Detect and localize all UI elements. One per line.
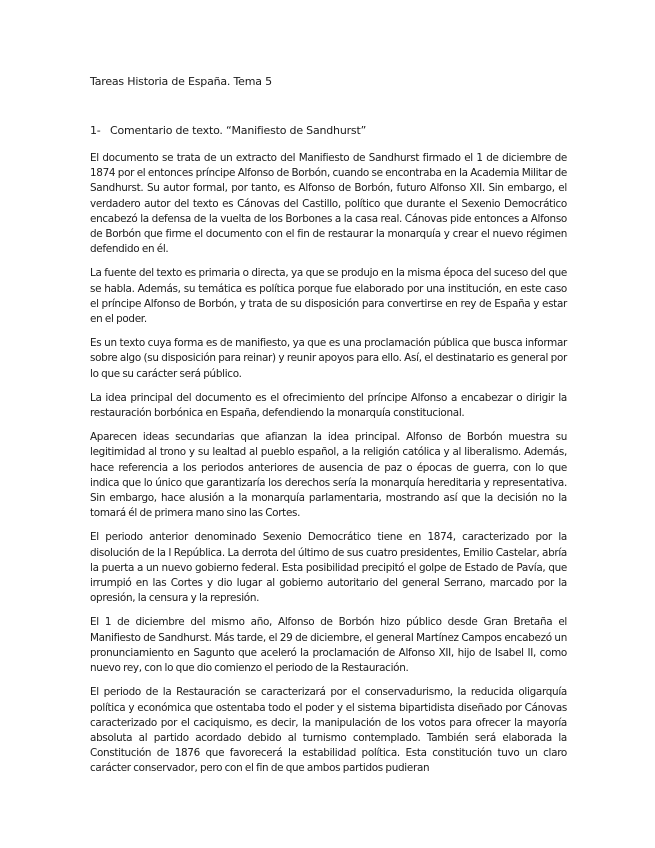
paragraph-main-idea: La idea principal del documento es el ofrecimiento del príncipe Alfonso a encabezar o dirigir la restauración borbónica en España, defendiendo la monarquía constitucional. [90, 391, 567, 420]
document-body [90, 151, 567, 786]
paragraph-proclamation: El 1 de diciembre del mismo año, Alfonso de Borbón hizo público desde Gran Bretaña el Manifiesto de Sandhurst. Más tarde, el 29 de diciembre, el general Martínez Campos encabezó un pronunciamiento en Sagunto que aceleró la proclamación de Alfonso XII, hijo de Isabel II, como nuevo rey, con lo que dio comienzo el periodo de la Restauración. [90, 616, 567, 675]
paragraph-restoration: El periodo de la Restauración se caracterizará por el conservadurismo, la reducida oligarquía política y económica que ostentaba todo el poder y el sistema bipartidista diseñado por Cánovas caracterizado por el caciquismo, es decir, la manipulación de los votos para ofrecer la mayoría absoluta al partido acordado debido al turnismo contemplado. También será elaborada la Constitución de 1876 que favorecerá la estabilidad política. Esta constitución tuvo un claro carácter conservador, pero con el fin de que ambos partidos pudieran [90, 686, 567, 775]
paragraph-source: La fuente del texto es primaria o directa, ya que se produjo en la misma época del suceso del que se habla. Además, su temática es política porque fue elaborado por una institución, en este caso el príncipe Alfonso de Borbón, y trata de su disposición para convertirse en rey de España y estar en el poder. [90, 267, 567, 326]
section-number: 1- [90, 124, 101, 137]
paragraph-author: El documento se trata de un extracto del Manifiesto de Sandhurst firmado el 1 de diciembre de 1874 por el entonces príncipe Alfonso de Borbón, cuando se encontraba en la Academia Militar de Sandhurst. Su autor formal, por tanto, es Alfonso de Borbón, futuro Alfonso XII. Sin embargo, el verdadero autor del texto es Cánovas del Castillo, político que durante el Sexenio Democrático encabezó la defensa de la vuelta de los Borbones a la casa real. Cánovas pide entonces a Alfonso de Borbón que firme el documento con el fin de restaurar la monarquía y crear el nuevo régimen defendido en él. [90, 152, 567, 256]
paragraph-form: Es un texto cuya forma es de manifiesto, ya que es una proclamación pública que busca informar sobre algo (su disposición para reinar) y reunir apoyos para ello. Así, el destinatario es general por lo que su carácter será público. [90, 337, 567, 380]
document-header: Tareas Historia de España. Tema 5 [90, 75, 272, 88]
section-heading [90, 124, 366, 137]
paragraph-secondary-ideas: Aparecen ideas secundarias que afianzan la idea principal. Alfonso de Borbón muestra su legitimidad al trono y su lealtad al pueblo español, a la religión católica y al liberalismo. Además, hace referencia a los periodos anteriores de ausencia de paz o épocas de guerra, con lo que indica que lo único que garantizaría los derechos sería la monarquía hereditaria y representativa. Sin embargo, hace alusión a la monarquía parlamentaria, mostrando así que la decisión no la tomará él de primera mano sino las Cortes. [90, 431, 567, 520]
section-title: Comentario de texto. “Manifiesto de Sandhurst” [110, 124, 367, 137]
paragraph-previous-period: El periodo anterior denominado Sexenio Democrático tiene en 1874, caracterizado por la disolución de la I República. La derrota del último de sus cuatro presidentes, Emilio Castelar, abría la puerta a un nuevo gobierno federal. Esta posibilidad precipitó el golpe de Estado de Pavía, que irrumpió en las Cortes y dio lugar al gobierno autoritario del general Serrano, marcado por la opresión, la censura y la represión. [90, 531, 567, 605]
